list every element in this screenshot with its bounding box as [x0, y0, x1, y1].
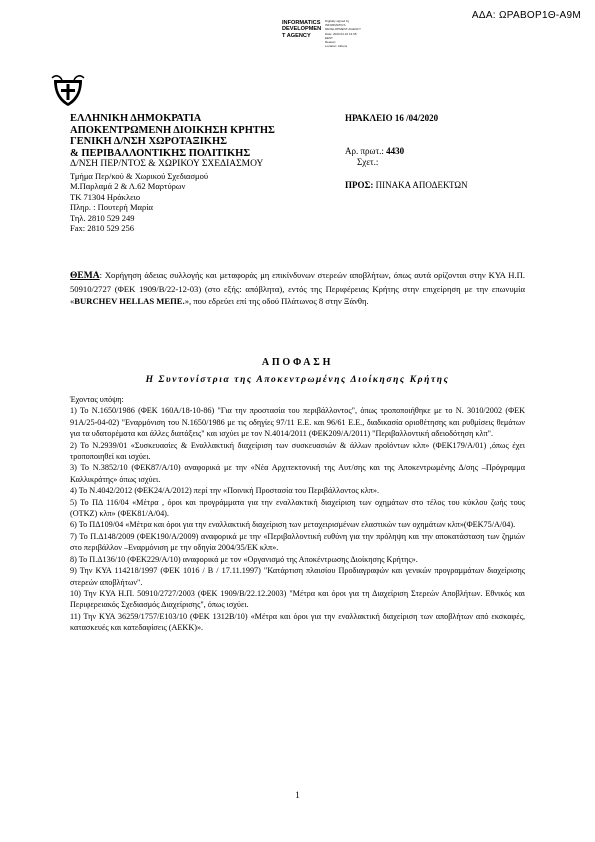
to-label: ΠΡΟΣ:	[345, 180, 374, 190]
org-name: & ΠΕΡΙΒΑΛΛΟΝΤΙΚΗΣ ΠΟΛΙΤΙΚΗΣ	[70, 147, 251, 159]
consideration-item: 10) Την ΚΥΑ Η.Π. 50910/2727/2003 (ΦΕΚ 1909/Β/22.12.2003) "Μέτρα και όροι για τη Διαχείριση Στερεών Αποβλήτων. Εθνικός και Περιφερειακός Σχεδιασμός Διαχείρισης", όπως ισχύει.	[70, 588, 525, 610]
signature-detail-line: Reason:	[325, 40, 337, 45]
contact-person: Πληρ. : Πουτερή Μαρία	[70, 202, 153, 212]
subject-text-end: », που εδρεύει επί της οδού Πλάτωνος 8 στην Ξάνθη.	[184, 296, 369, 306]
logo-line: DEVELOPMEN	[282, 26, 322, 33]
signature-detail-line: Location: Athens	[325, 44, 348, 49]
consideration-item: 6) Το ΠΔ109/04 «Μέτρα και όροι για την εναλλακτική διαχείριση των μεταχειρισμένων ελαστικών των οχημάτων κλπ»(ΦΕΚ75/Α/04).	[70, 520, 516, 530]
subject-text: : Χορήγηση άδειας συλλογής και μεταφοράς μη επικίνδυνων στερεών αποβλήτων, όπως αυτά ορίζονται στην ΚΥΑ Η.Π. 50910/2727 (ΦΕΚ 1909/Β/22-12-03) (στο εξής: απόβλητα), εντός της Περιφέρειας Κρήτης στην επιχείρηση με την επωνυμία «	[70, 270, 525, 306]
logo-line: T AGENCY	[282, 32, 311, 39]
protocol-line	[345, 146, 468, 157]
org-name: ΕΛΛΗΝΙΚΗ ΔΗΜΟΚΡΑΤΙΑ	[70, 113, 202, 124]
consideration-item: 2) Το Ν.2939/01 «Συσκευασίες & Εναλλακτική διαχείριση των συσκευασιών & άλλων προϊόντων κλπ» (ΦΕΚ179/Α/01) ,όπως έχει τροποποιηθεί και ισχύει.	[70, 440, 525, 462]
document-meta	[345, 113, 468, 191]
signature-logo	[282, 20, 321, 39]
address: Μ.Παρλαμά 2 & Λ.62 Μαρτύρων	[70, 181, 186, 191]
consideration-item: 9) Την ΚΥΑ 114218/1997 (ΦΕΚ 1016 / Β / 17.11.1997) "Κατάρτιση πλαισίου Προδιαγραφών και γενικών προγραμμάτων διαχείρισης στερεών αποβλήτων".	[70, 566, 525, 587]
org-name: ΑΠΟΚΕΝΤΡΩΜΕΝΗ ΔΙΟΙΚΗΣΗ ΚΡΗΤΗΣ	[70, 124, 275, 136]
considerations-body	[70, 394, 525, 634]
postal-code: ΤΚ 71304 Ηράκλειο	[70, 191, 141, 202]
consideration-item: 5) Το ΠΔ 116/04 «Μέτρα , όροι και προγράμματα για την εναλλακτική διαχείριση των οχημάτων στο τέλος του κύκλου ζωής τους (ΟΤΚΖ) κλπ» (ΦΕΚ81/Α/04).	[70, 497, 525, 519]
consideration-item: 3) Το Ν.3852/10 (ΦΕΚ87/Α/10) αναφορικά με την «Νέα Αρχιτεκτονική της Αυτ/σης και της Αποκεντρωμένης Δ/σης –Πρόγραμμα Καλλικράτης» όπως ισχύει.	[70, 463, 525, 484]
org-name: ΓΕΝΙΚΗ Δ/ΝΣΗ ΧΩΡΟΤΑΞΙΚΗΣ	[70, 136, 228, 147]
authority-line: Η Συντονίστρια της Αποκεντρωμένης Διοίκησης Κρήτης	[145, 375, 450, 385]
consideration-item: 11) Την ΚΥΑ 36259/1757/Ε103/10 (ΦΕΚ 1312Β/10) «Μέτρα και όροι για την εναλλακτική διαχείριση των αποβλήτων από εκσκαφές, κατασκευές και κατεδαφίσεις (ΑΕΚΚ)».	[70, 611, 525, 633]
logo-line: INFORMATICS	[282, 20, 321, 26]
sender-block	[70, 113, 275, 234]
signature-details	[325, 19, 365, 48]
signature-detail-line: INFORMATICS	[325, 23, 346, 28]
company-name: BURCHEV HELLAS ΜΕΠΕ.	[74, 296, 185, 306]
department: Δ/ΝΣΗ ΠΕΡ/ΝΤΟΣ & ΧΩΡΙΚΟΥ ΣΧΕΔΙΑΣΜΟΥ	[70, 159, 264, 169]
subject-label: ΘΕΜΑ	[70, 271, 100, 281]
fax: Fax: 2810 529 256	[70, 223, 134, 233]
signature-detail-line: Date: 2020.04.16 13:35:	[325, 31, 358, 36]
protocol-label: Αρ. πρωτ.:	[345, 146, 384, 156]
department: Τμήμα Περ/κού & Χωρικού Σχεδιασμού	[70, 170, 209, 181]
to-value: ΠΙΝΑΚΑ ΑΠΟΔΕΚΤΩΝ	[375, 180, 468, 190]
considerations-intro: Έχοντας υπόψη:	[70, 395, 124, 404]
phone: Τηλ. 2810 529 249	[70, 212, 135, 223]
signature-detail-line: Digitally signed by	[325, 19, 350, 23]
protocol-number: 4430	[386, 146, 405, 156]
decision-title: ΑΠΟΦΑΣΗ	[261, 357, 334, 368]
recipient-line	[345, 180, 468, 191]
related-label: Σχετ.:	[357, 157, 379, 167]
consideration-item: 1) Το Ν.1650/1986 (ΦΕΚ 160Α/18-10-86) "Για την προστασία του περιβάλλοντος", όπως τροποποιήθηκε με το Ν. 3010/2002 (ΦΕΚ 91Α/25-04-02) "Εναρμόνιση του Ν.1650/1986 με τις οδηγίες 97/11 Ε.Ε. και 96/61 Ε.Ε., διαδικασία οριοθέτησης και ρυθμίσεις θεμάτων για τα υδατορέματα και άλλες διατάξεις" και ισχύει με τον Ν.4014/2011 (ΦΕΚ209/Α/2011) "Περιβαλλοντική αδειοδότηση κλπ".	[70, 406, 525, 439]
greek-emblem-icon	[50, 72, 86, 108]
ada-code: ΑΔΑ: ΩΡΑΒΟΡ1Θ-Α9Μ	[471, 10, 581, 21]
signature-detail-line: EEST	[325, 35, 333, 40]
place-date: ΗΡΑΚΛΕΙΟ 16 /04/2020	[345, 113, 439, 123]
consideration-item: 7) Το Π.Δ148/2009 (ΦΕΚ190/Α/2009) αναφορικά με την «Περιβαλλοντική ευθύνη για την πρόληψη και την αποκατάσταση των ζημιών στο περιβάλλον –Εναρμόνιση με την οδηγία 2004/35/ΕΚ κλπ».	[70, 531, 525, 553]
signature-detail-line: DEVELOPMENT AGENCY	[325, 27, 361, 32]
consideration-item: 8) Το Π.Δ136/10 (ΦΕΚ229/Α/10) αναφορικά με τον «Οργανισμό της Αποκέντρωσης Διοίκησης Κρήτης».	[70, 554, 418, 564]
consideration-item: 4) Το Ν.4042/2012 (ΦΕΚ24/Α/2012) περί την «Ποινική Προστασία του Περιβάλλοντος κλπ».	[70, 486, 380, 496]
page-number: 1	[295, 790, 300, 800]
subject-paragraph	[70, 269, 525, 308]
